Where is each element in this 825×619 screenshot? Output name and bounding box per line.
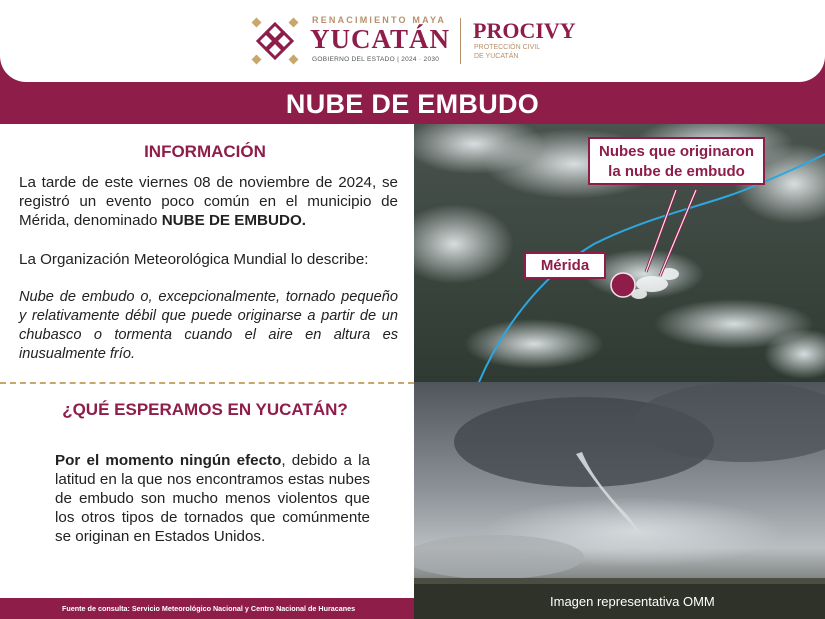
clouds-callout-line2: la nube de embudo bbox=[608, 163, 745, 180]
clouds-callout-line1: Nubes que originaron bbox=[598, 143, 754, 160]
info-paragraph-1-text: La tarde de este viernes 08 de noviembre de 2024, se registró un evento poco común en el municipio de Mérida, denominado bbox=[19, 174, 398, 229]
brand-tagline: RENACIMIENTO MAYA bbox=[312, 15, 447, 25]
merida-marker bbox=[611, 273, 635, 297]
agency-subtitle-line1: PROTECCIÓN CIVIL bbox=[474, 44, 541, 51]
satellite-image bbox=[414, 124, 825, 382]
agency-name: PROCIVY bbox=[473, 18, 576, 43]
expect-heading: ¿QUÉ ESPERAMOS EN YUCATÁN? bbox=[62, 400, 348, 419]
expect-paragraph-text: , debido a la latitud en la que nos encontramos estas nubes de embudo son mucho menos violentos que los otros tipos de tornados que comúnmente se originan en Estados Unidos. bbox=[55, 452, 370, 545]
info-paragraph-2: La Organización Meteorológica Mundial lo describe: bbox=[19, 251, 369, 268]
section-divider bbox=[0, 382, 414, 384]
source-footer: Fuente de consulta: Servicio Meteorológico Nacional y Centro Nacional de Huracanes bbox=[62, 604, 356, 613]
info-paragraph-1 bbox=[19, 173, 398, 230]
brand-subtitle: GOBIERNO DEL ESTADO | 2024 · 2030 bbox=[312, 56, 440, 63]
info-panel bbox=[0, 124, 414, 598]
page-title: NUBE DE EMBUDO bbox=[285, 89, 540, 119]
info-heading: INFORMACIÓN bbox=[144, 142, 266, 161]
header bbox=[0, 0, 825, 82]
info-paragraph-3: Nube de embudo o, excepcionalmente, tornado pequeño y relativamente débil que puede originarse a partir de un chubasco o tormenta cuando el aire en altura es inusualmente frío. bbox=[19, 289, 398, 362]
merida-callout: Mérida bbox=[524, 252, 606, 279]
clouds-callout bbox=[588, 137, 765, 185]
photo-caption: Imagen representativa OMM bbox=[550, 594, 715, 609]
yucatan-logo-icon bbox=[250, 16, 300, 66]
info-paragraph-1-bold: NUBE DE EMBUDO. bbox=[161, 212, 306, 229]
agency-subtitle-line2: DE YUCATÁN bbox=[474, 52, 519, 60]
agency-subtitle bbox=[474, 44, 540, 61]
brand-name: YUCATÁN bbox=[310, 24, 450, 54]
funnel-cloud-photo bbox=[414, 382, 825, 619]
expect-paragraph-bold: Por el momento ningún efecto bbox=[55, 452, 282, 469]
header-divider bbox=[460, 18, 461, 64]
funnel-cloud-scene bbox=[414, 382, 825, 619]
expect-paragraph bbox=[55, 451, 370, 546]
